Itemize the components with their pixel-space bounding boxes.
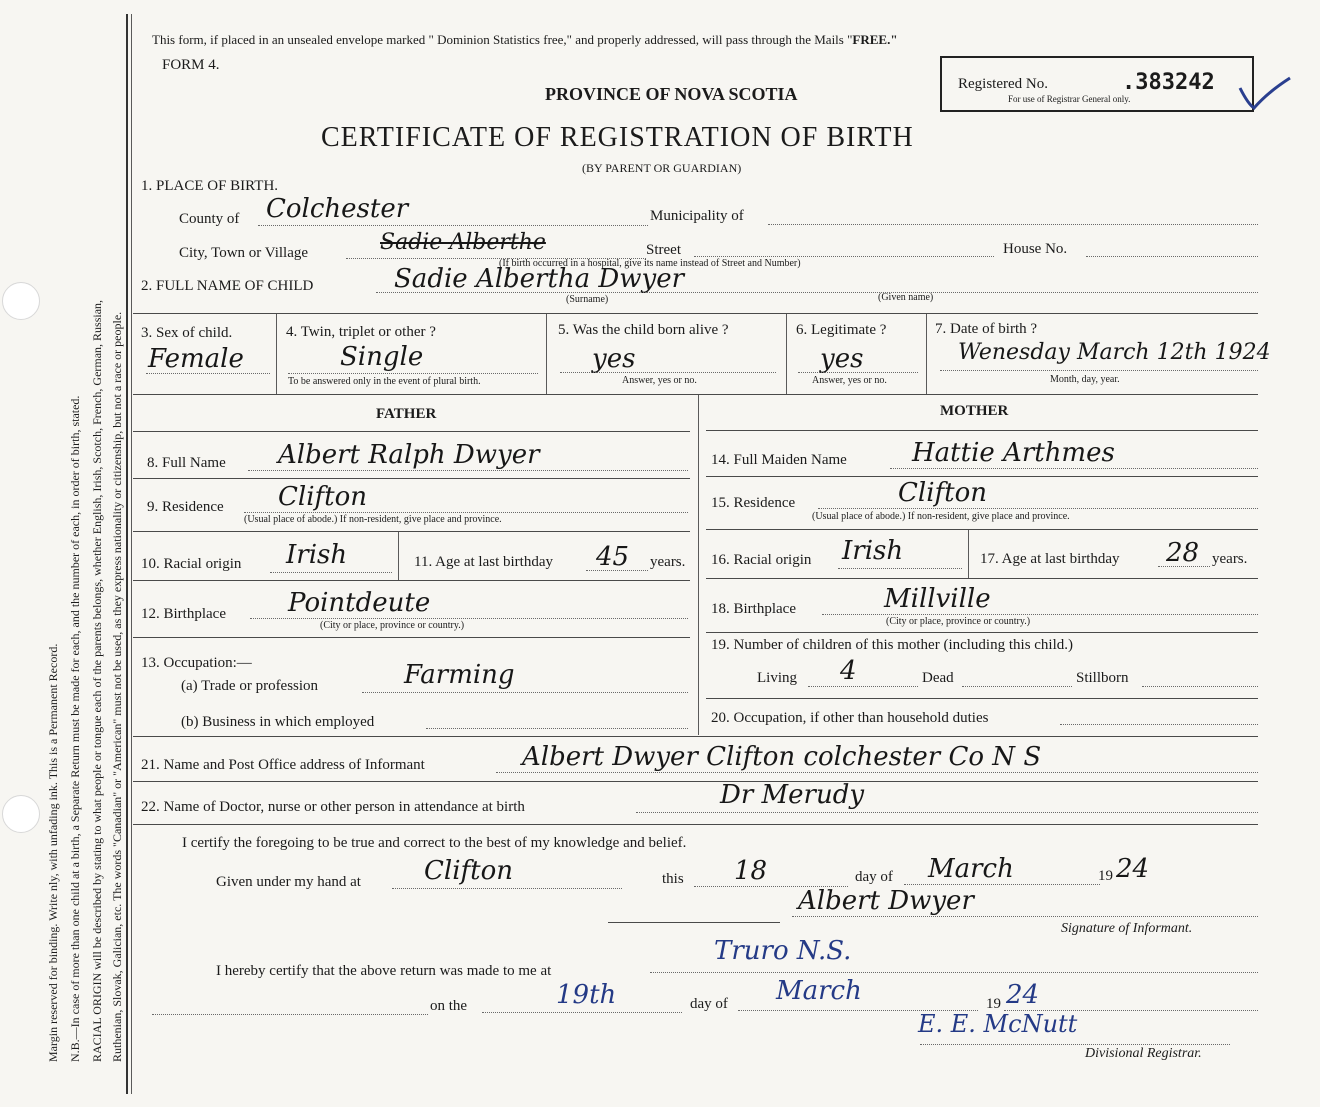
registrar-general-note: For use of Registrar General only. [1008, 94, 1131, 104]
child-name-label: 2. FULL NAME OF CHILD [141, 278, 314, 294]
mother-name-label: 14. Full Maiden Name [711, 452, 847, 468]
dob-note: Month, day, year. [1050, 374, 1120, 385]
mother-age-unit: years. [1212, 551, 1248, 567]
registered-number-box [940, 56, 1254, 112]
mother-residence-label: 15. Residence [711, 495, 796, 511]
registrar-year-prefix: 19 [986, 996, 1001, 1012]
father-name-label: 8. Full Name [147, 455, 226, 471]
registrar-statement: I hereby certify that the above return was made to me at [216, 963, 552, 979]
certificate-title: CERTIFICATE OF REGISTRATION OF BIRTH [321, 122, 914, 153]
informant-label: 21. Name and Post Office address of Informant [141, 757, 425, 773]
surname-note: (Surname) [566, 294, 609, 305]
punch-hole-bottom [2, 795, 40, 833]
registrar-day-value: 19th [556, 980, 617, 1010]
father-race-value: Irish [286, 540, 348, 570]
margin-rule-outer [126, 14, 128, 1094]
given-name-note: (Given name) [878, 292, 934, 303]
twin-value: Single [340, 342, 424, 372]
margin-note-2: N.B.—In case of more than one child at a birth, a Separate Return must be made for each, and the number of each, in order of birth, stated. [68, 395, 82, 1062]
father-name-value: Albert Ralph Dwyer [278, 440, 540, 470]
city-town-village-label: City, Town or Village [179, 245, 309, 261]
on-the-label: on the [430, 998, 468, 1014]
registered-no-label: Registered No. [958, 76, 1048, 92]
registrar-dayof-label: day of [690, 996, 728, 1012]
father-residence-note: (Usual place of abode.) If non-resident, give place and province. [244, 514, 502, 525]
county-value: Colchester [266, 194, 409, 224]
legitimate-value: yes [820, 344, 864, 374]
legitimate-note: Answer, yes or no. [812, 375, 887, 386]
mother-birthplace-note: (City or place, province or country.) [886, 616, 1031, 627]
living-value: 4 [840, 656, 857, 686]
father-age-unit: years. [650, 554, 686, 570]
divisional-registrar-label: Divisional Registrar. [1085, 1046, 1202, 1061]
father-residence-label: 9. Residence [147, 499, 224, 515]
father-birthplace-note: (City or place, province or country.) [320, 620, 465, 631]
father-occupation-label: 13. Occupation:— [141, 655, 252, 671]
informant-value: Albert Dwyer Clifton colchester Co N S [522, 742, 1042, 772]
mother-age-value: 28 [1166, 538, 1200, 568]
stillborn-label: Stillborn [1076, 670, 1129, 686]
punch-hole-top [2, 282, 40, 320]
sex-label: 3. Sex of child. [141, 325, 233, 341]
mother-heading: MOTHER [940, 403, 1009, 419]
registrar-year-value: 24 [1006, 980, 1040, 1010]
province-heading: PROVINCE OF NOVA SCOTIA [545, 84, 798, 104]
mother-residence-value: Clifton [898, 478, 987, 508]
informant-signature: Albert Dwyer [798, 886, 974, 916]
children-count-label: 19. Number of children of this mother (including this child.) [711, 637, 1074, 653]
margin-note-3: RACIAL ORIGIN will be described by stating to what people or tongue each of the parents belongs, whether English, Irish, Scotch, French, German, Russian, [90, 299, 104, 1062]
house-no-label: House No. [1003, 241, 1068, 257]
place-of-birth-heading: 1. PLACE OF BIRTH. [141, 178, 279, 194]
margin-note-4: Ruthenian, Slovak, Galician, etc. The words "Canadian" or "American" must not be used, as they express nationality or citizenship, but not a race or people. [110, 311, 124, 1062]
father-heading: FATHER [376, 406, 437, 422]
this-label: this [662, 871, 684, 887]
child-name-value: Sadie Albertha Dwyer [394, 264, 685, 294]
certify-statement: I certify the foregoing to be true and correct to the best of my knowledge and belief. [182, 835, 687, 851]
mother-residence-note: (Usual place of abode.) If non-resident, give place and province. [812, 511, 1070, 522]
mother-age-label: 17. Age at last birthday [980, 551, 1120, 567]
hospital-note: (If birth occurred in a hospital, give its name instead of Street and Number) [499, 258, 801, 269]
form-number: FORM 4. [162, 57, 220, 73]
father-birthplace-label: 12. Birthplace [141, 606, 226, 622]
mother-name-value: Hattie Arthmes [912, 438, 1115, 468]
dob-label: 7. Date of birth ? [935, 321, 1038, 337]
cert-year-value: 24 [1116, 854, 1150, 884]
municipality-label: Municipality of [650, 208, 744, 224]
doctor-value: Dr Merudy [720, 780, 865, 810]
dob-value: Wenesday March 12th 1924 [958, 340, 1271, 365]
cert-month-value: March [928, 854, 1014, 884]
certificate-subtitle: (BY PARENT OR GUARDIAN) [582, 161, 742, 175]
mother-race-value: Irish [842, 536, 904, 566]
cert-dayof-label: day of [855, 869, 893, 885]
father-residence-value: Clifton [278, 482, 367, 512]
registrar-place-value: Truro N.S. [714, 936, 852, 966]
twin-note: To be answered only in the event of plural birth. [288, 376, 481, 387]
father-age-value: 45 [596, 542, 630, 572]
father-race-label: 10. Racial origin [141, 556, 242, 572]
doctor-label: 22. Name of Doctor, nurse or other person in attendance at birth [141, 799, 525, 815]
margin-note-1: Margin reserved for binding. Write nly, with unfading ink. This is a Permanent Record. [46, 643, 60, 1062]
father-birthplace-value: Pointdeute [288, 588, 431, 618]
given-under-hand-label: Given under my hand at [216, 874, 361, 890]
check-mark-icon [1236, 74, 1296, 114]
born-alive-note: Answer, yes or no. [622, 375, 697, 386]
legitimate-label: 6. Legitimate ? [796, 322, 887, 338]
registrar-signature: E. E. McNutt [918, 1010, 1078, 1038]
mother-birthplace-label: 18. Birthplace [711, 601, 796, 617]
city-value-struck: Sadie Alberthe [380, 230, 546, 255]
born-alive-value: yes [592, 344, 636, 374]
cert-day-value: 18 [734, 856, 768, 886]
margin-rule-inner [131, 14, 132, 1094]
given-place-value: Clifton [424, 856, 513, 886]
business-label: (b) Business in which employed [181, 714, 375, 730]
trade-value: Farming [404, 660, 515, 690]
county-label: County of [179, 211, 240, 227]
cert-year-prefix: 19 [1098, 868, 1113, 884]
sex-value: Female [148, 344, 244, 374]
living-label: Living [757, 670, 797, 686]
twin-label: 4. Twin, triplet or other ? [286, 324, 436, 340]
mother-birthplace-value: Millville [884, 584, 991, 614]
dead-label: Dead [922, 670, 954, 686]
mail-notice: This form, if placed in an unsealed envelope marked " Dominion Statistics free," and properly addressed, will pass through the Mails "FREE." [152, 32, 898, 47]
signature-of-informant-label: Signature of Informant. [1061, 921, 1193, 936]
father-age-label: 11. Age at last birthday [414, 554, 553, 570]
registered-no-value: .383242 [1122, 70, 1215, 95]
street-label: Street [646, 242, 681, 258]
mother-occupation-label: 20. Occupation, if other than household duties [711, 710, 989, 726]
born-alive-label: 5. Was the child born alive ? [558, 322, 729, 338]
trade-label: (a) Trade or profession [181, 678, 319, 694]
registrar-month-value: March [776, 976, 862, 1006]
mother-race-label: 16. Racial origin [711, 552, 812, 568]
